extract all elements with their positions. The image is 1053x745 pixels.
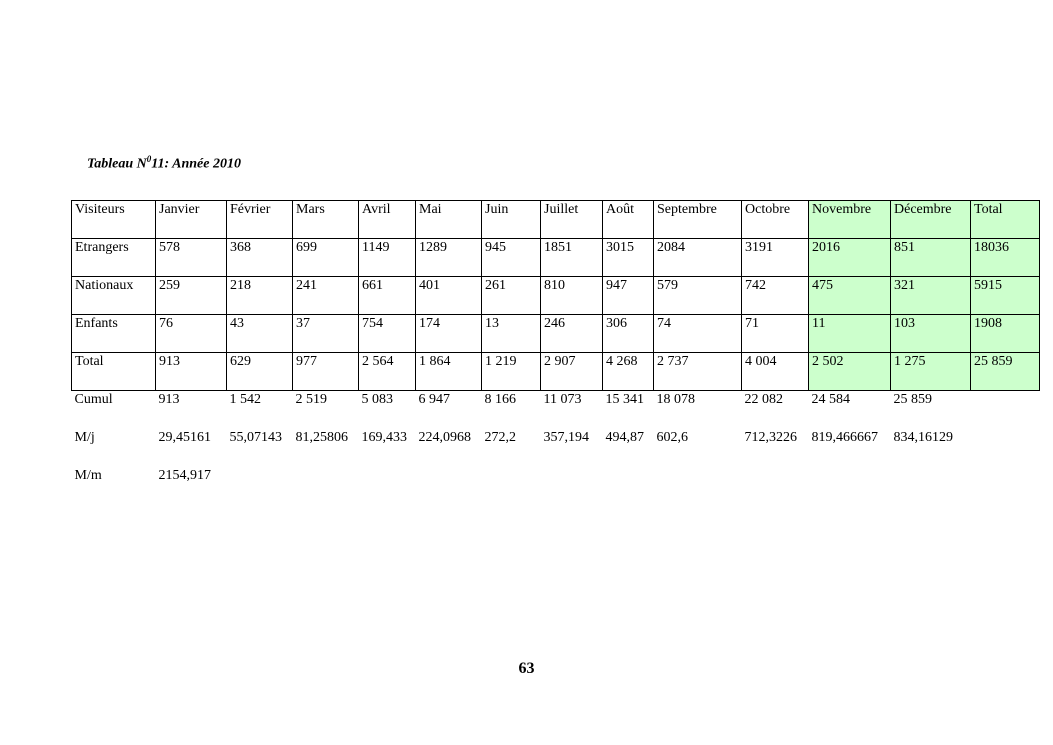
table-cell: Mai <box>416 201 482 239</box>
summary-row <box>72 429 1040 467</box>
table-cell: 259 <box>156 277 227 315</box>
table-cell <box>971 429 1040 467</box>
table-cell: 2154,917 <box>158 467 211 483</box>
table-cell <box>541 467 603 505</box>
table-cell: 475 <box>809 277 891 315</box>
table-cell: 15 341 <box>605 392 644 407</box>
table-cell: 5 083 <box>361 392 393 407</box>
row-label-cell: Visiteurs <box>72 201 156 239</box>
row-label-cell: Cumul <box>74 392 113 407</box>
table-cell: 819,466667 <box>811 429 878 445</box>
table-cell: 494,87 <box>605 429 644 445</box>
table-cell: Total <box>971 201 1040 239</box>
row-label-cell: Total <box>72 353 156 391</box>
row-label-cell: Nationaux <box>72 277 156 315</box>
table-cell <box>971 391 1040 429</box>
table-cell: 2016 <box>809 239 891 277</box>
table-cell <box>654 467 742 505</box>
table-cell: 18036 <box>971 239 1040 277</box>
row-label-cell: M/m <box>74 467 102 483</box>
table-cell: 261 <box>482 277 541 315</box>
table-cell <box>971 467 1040 505</box>
table-cell: 246 <box>541 315 603 353</box>
table-cell: 1 542 <box>229 392 261 407</box>
table-cell: Juin <box>482 201 541 239</box>
table-cell: Mars <box>293 201 359 239</box>
table-cell: 2 519 <box>295 392 327 407</box>
summary-row <box>72 391 1040 429</box>
visitors-table <box>71 200 1040 505</box>
table-cell: 241 <box>293 277 359 315</box>
table-cell: Octobre <box>742 201 809 239</box>
table-cell: 357,194 <box>543 429 589 445</box>
table-cell: 11 073 <box>543 392 582 407</box>
table-cell: 103 <box>891 315 971 353</box>
table-cell: 2 907 <box>541 353 603 391</box>
summary-row <box>72 467 1040 505</box>
table-cell: 977 <box>293 353 359 391</box>
table-cell: 1851 <box>541 239 603 277</box>
table-row <box>72 353 1040 391</box>
table-cell: 2 502 <box>809 353 891 391</box>
table-cell <box>359 467 416 505</box>
table-cell: 76 <box>156 315 227 353</box>
table-cell: 43 <box>227 315 293 353</box>
table-cell: Novembre <box>809 201 891 239</box>
row-label-cell: M/j <box>74 429 95 445</box>
table-cell: 2 737 <box>654 353 742 391</box>
table-cell: Septembre <box>654 201 742 239</box>
table-cell: Juillet <box>541 201 603 239</box>
table-cell: 945 <box>482 239 541 277</box>
table-cell: 1 275 <box>891 353 971 391</box>
table-cell: 810 <box>541 277 603 315</box>
table-cell: 1908 <box>971 315 1040 353</box>
table-cell: 754 <box>359 315 416 353</box>
table-cell: 5915 <box>971 277 1040 315</box>
table-cell: 218 <box>227 277 293 315</box>
table-cell: 29,45161 <box>158 429 211 445</box>
table-cell: 272,2 <box>484 429 516 445</box>
table-cell: 947 <box>603 277 654 315</box>
table-cell: 4 268 <box>603 353 654 391</box>
table-cell: 661 <box>359 277 416 315</box>
table-cell: 74 <box>654 315 742 353</box>
table-cell <box>293 467 359 505</box>
table-cell <box>482 467 541 505</box>
table-cell: 22 082 <box>744 392 783 407</box>
table-cell: 25 859 <box>893 392 932 407</box>
table-cell: 1289 <box>416 239 482 277</box>
table-cell: 712,3226 <box>744 429 797 445</box>
table-cell: 578 <box>156 239 227 277</box>
table-cell: 169,433 <box>361 429 407 445</box>
table-cell: 6 947 <box>418 392 450 407</box>
table-cell: 851 <box>891 239 971 277</box>
table-cell: 8 166 <box>484 392 516 407</box>
table-cell: Décembre <box>891 201 971 239</box>
table-cell: 1 864 <box>416 353 482 391</box>
table-cell <box>809 467 891 505</box>
table-cell: 401 <box>416 277 482 315</box>
table-cell: 629 <box>227 353 293 391</box>
table-cell: 602,6 <box>656 429 688 445</box>
table-row <box>72 315 1040 353</box>
table-cell: 81,25806 <box>295 429 348 445</box>
table-cell <box>603 467 654 505</box>
page-number: 63 <box>518 660 535 677</box>
table-cell: 368 <box>227 239 293 277</box>
caption-prefix: Tableau N <box>87 156 147 172</box>
table-cell: Avril <box>359 201 416 239</box>
table-cell: 2084 <box>654 239 742 277</box>
table-cell: 4 004 <box>742 353 809 391</box>
table-cell: 55,07143 <box>229 429 282 445</box>
table-cell: 1149 <box>359 239 416 277</box>
table-cell: 834,16129 <box>893 429 953 445</box>
table-cell <box>891 467 971 505</box>
table-row <box>72 277 1040 315</box>
table-cell: 742 <box>742 277 809 315</box>
table-cell: 11 <box>809 315 891 353</box>
table-cell: 37 <box>293 315 359 353</box>
row-label-cell: Etrangers <box>72 239 156 277</box>
table-cell: Août <box>603 201 654 239</box>
table-cell: 699 <box>293 239 359 277</box>
table-cell: 3191 <box>742 239 809 277</box>
row-label-cell: Enfants <box>72 315 156 353</box>
table-cell: 321 <box>891 277 971 315</box>
table-cell: 174 <box>416 315 482 353</box>
table-caption <box>87 154 241 173</box>
table-cell: 1 219 <box>482 353 541 391</box>
table-cell: 25 859 <box>971 353 1040 391</box>
table-row <box>72 239 1040 277</box>
table-cell <box>416 467 482 505</box>
table-cell <box>227 467 293 505</box>
table-cell: 2 564 <box>359 353 416 391</box>
table-cell: 71 <box>742 315 809 353</box>
table-header-row <box>72 201 1040 239</box>
table-cell: Février <box>227 201 293 239</box>
table-cell: 3015 <box>603 239 654 277</box>
table-cell <box>742 467 809 505</box>
table-cell: 913 <box>156 353 227 391</box>
caption-superscript: 0 <box>146 154 152 164</box>
table-cell: 579 <box>654 277 742 315</box>
table-cell: 13 <box>482 315 541 353</box>
table-cell: 24 584 <box>811 392 850 407</box>
table-cell: 913 <box>158 392 180 407</box>
table-cell: 18 078 <box>656 392 695 407</box>
table-cell: 224,0968 <box>418 429 471 445</box>
table-cell: 306 <box>603 315 654 353</box>
table-cell: Janvier <box>156 201 227 239</box>
caption-rest: 11: Année 2010 <box>151 156 241 172</box>
